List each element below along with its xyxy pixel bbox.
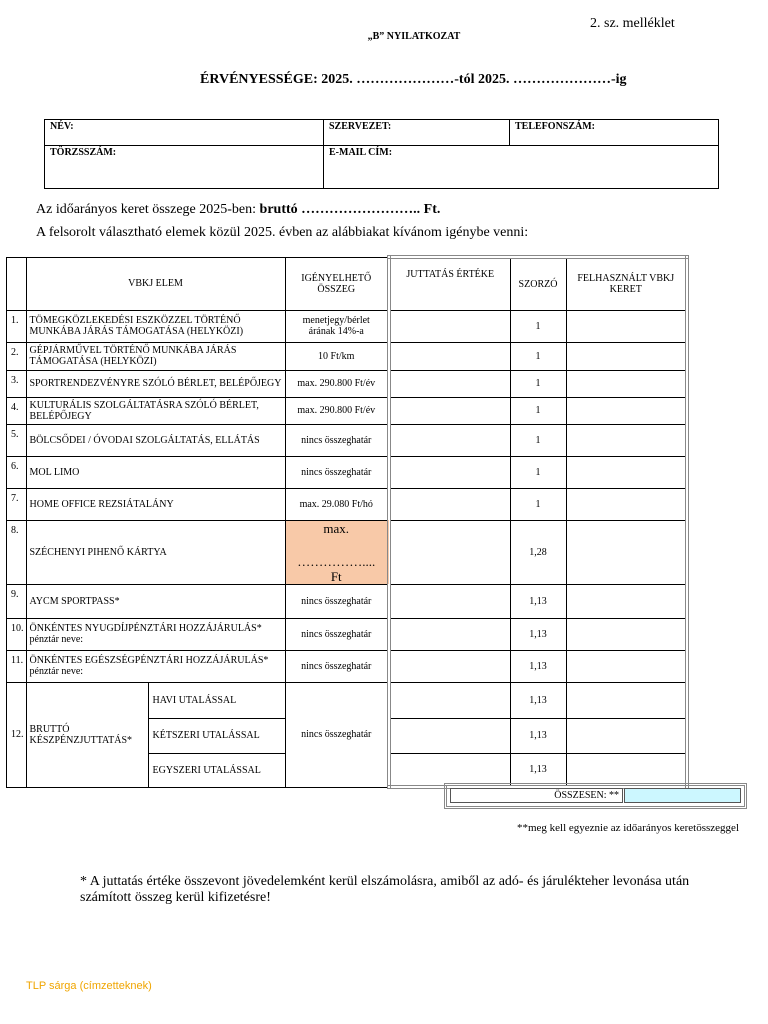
row-name-cell bbox=[26, 584, 285, 618]
row-amount: 10 Ft/km bbox=[285, 342, 389, 370]
value-cell[interactable] bbox=[389, 650, 510, 682]
row-amount: nincs összeghatár bbox=[285, 584, 389, 618]
used-budget-cell[interactable] bbox=[566, 424, 687, 456]
row-amount: nincs összeghatár bbox=[285, 682, 389, 787]
row-num: 4. bbox=[7, 397, 27, 424]
header-multiplier: SZORZÓ bbox=[510, 257, 566, 310]
multiplier-cell: 1 bbox=[510, 456, 566, 488]
name-label: NÉV: bbox=[50, 121, 74, 132]
value-cell[interactable] bbox=[389, 424, 510, 456]
document-title: „B” NYILATKOZAT bbox=[367, 31, 461, 42]
row-amount: nincs összeghatár bbox=[285, 424, 389, 456]
row-name: TÖMEGKÖZLEKEDÉSI ESZKÖZZEL TÖRTÉNŐ MUNKÁBA JÁRÁS TÁMOGATÁSA (HELYKÖZI) bbox=[29, 315, 244, 337]
row-num: 7. bbox=[7, 488, 27, 520]
phone-label: TELEFONSZÁM: bbox=[515, 121, 596, 132]
value-cell[interactable] bbox=[389, 397, 510, 424]
total-value-field[interactable] bbox=[624, 788, 741, 803]
table-row bbox=[7, 618, 688, 650]
row-num: 12. bbox=[7, 682, 27, 787]
used-budget-cell[interactable] bbox=[566, 682, 687, 718]
personal-data-table bbox=[44, 119, 719, 189]
staff-id-field[interactable] bbox=[45, 146, 324, 189]
header-num-cell bbox=[7, 257, 27, 310]
szep-amount-blank: …………….... bbox=[297, 553, 376, 569]
validity-period: ÉRVÉNYESSÉGE: 2025. …………………-tól 2025. …………………-ig bbox=[200, 72, 627, 87]
fund-name-label: pénztár neve: bbox=[29, 666, 84, 677]
row-name-cell bbox=[26, 310, 285, 342]
table-row bbox=[7, 370, 688, 397]
value-cell[interactable] bbox=[389, 753, 510, 787]
time-proportional-budget-line bbox=[36, 202, 440, 218]
used-budget-cell[interactable] bbox=[566, 618, 687, 650]
multiplier-cell: 1 bbox=[510, 397, 566, 424]
value-cell[interactable] bbox=[389, 584, 510, 618]
value-cell[interactable] bbox=[389, 488, 510, 520]
selection-intro-line: A felsorolt választható elemek közül 2025. évben az alábbiakat kívánom igénybe venni: bbox=[36, 225, 529, 240]
row-name-cell bbox=[26, 397, 285, 424]
multiplier-cell: 1,13 bbox=[510, 650, 566, 682]
tlp-classification: TLP sárga (címzetteknek) bbox=[26, 980, 152, 992]
row-num: 6. bbox=[7, 456, 27, 488]
footnote-asterisk: * A juttatás értéke összevont jövedelemként kerül elszámolásra, amiből az adó- és járulékteher levonása után számított összeg kerül kifizetésre! bbox=[80, 874, 690, 905]
value-cell[interactable] bbox=[389, 520, 510, 584]
row-amount: nincs összeghatár bbox=[285, 650, 389, 682]
value-cell[interactable] bbox=[389, 682, 510, 718]
table-header-row bbox=[7, 257, 688, 310]
table-row bbox=[7, 520, 688, 584]
used-budget-cell[interactable] bbox=[566, 310, 687, 342]
szep-max-label: max. bbox=[323, 520, 350, 536]
row-name: HOME OFFICE REZSIÁTALÁNY bbox=[29, 498, 174, 510]
multiplier-cell: 1,13 bbox=[510, 682, 566, 718]
total-box bbox=[444, 783, 747, 809]
header-element: VBKJ ELEM bbox=[26, 257, 285, 310]
multiplier-cell: 1,28 bbox=[510, 520, 566, 584]
row-name-cell bbox=[26, 488, 285, 520]
row-amount: menetjegy/bérlet árának 14%-a bbox=[285, 310, 389, 342]
row-name: MOL LIMO bbox=[29, 466, 80, 478]
budget-line-text: Az időarányos keret összege 2025-ben: bbox=[36, 202, 260, 217]
row-amount: max. 290.800 Ft/év bbox=[285, 397, 389, 424]
row-num: 5. bbox=[7, 424, 27, 456]
multiplier-cell: 1 bbox=[510, 488, 566, 520]
row-num: 8. bbox=[7, 520, 27, 584]
header-value: JUTTATÁS ÉRTÉKE bbox=[389, 257, 510, 310]
email-field[interactable] bbox=[324, 146, 719, 189]
value-cell[interactable] bbox=[389, 370, 510, 397]
multiplier-cell: 1 bbox=[510, 342, 566, 370]
table-row bbox=[7, 650, 688, 682]
organization-field[interactable] bbox=[324, 120, 510, 146]
row-name-cell bbox=[26, 370, 285, 397]
row-name: AYCM SPORTPASS* bbox=[29, 595, 120, 607]
row-name: SPORTRENDEZVÉNYRE SZÓLÓ BÉRLET, BELÉPŐJEGY bbox=[29, 378, 282, 389]
value-cell[interactable] bbox=[389, 456, 510, 488]
value-cell[interactable] bbox=[389, 618, 510, 650]
used-budget-cell[interactable] bbox=[566, 650, 687, 682]
multiplier-cell: 1,13 bbox=[510, 718, 566, 753]
sub-option-once[interactable]: EGYSZERI UTALÁSSAL bbox=[148, 753, 285, 787]
header-amount: IGÉNYELHETŐ ÖSSZEG bbox=[285, 257, 389, 310]
row-name-cell bbox=[26, 650, 285, 682]
table-row bbox=[7, 424, 688, 456]
used-budget-cell[interactable] bbox=[566, 342, 687, 370]
benefits-table bbox=[6, 255, 689, 789]
table-row bbox=[7, 397, 688, 424]
row-num: 11. bbox=[7, 650, 27, 682]
email-label: E-MAIL CÍM: bbox=[329, 147, 393, 158]
used-budget-cell[interactable] bbox=[566, 456, 687, 488]
row-num: 1. bbox=[7, 310, 27, 342]
row-name-cell bbox=[26, 456, 285, 488]
total-label: ÖSSZESEN: ** bbox=[450, 788, 623, 803]
multiplier-cell: 1,13 bbox=[510, 618, 566, 650]
value-cell[interactable] bbox=[389, 342, 510, 370]
used-budget-cell[interactable] bbox=[566, 488, 687, 520]
value-cell[interactable] bbox=[389, 310, 510, 342]
row-name-cell bbox=[26, 342, 285, 370]
multiplier-cell: 1,13 bbox=[510, 584, 566, 618]
row-name: GÉPJÁRMŰVEL TÖRTÉNŐ MUNKÁBA JÁRÁS TÁMOGATÁSA (HELYKÖZI) bbox=[29, 345, 237, 367]
table-row bbox=[7, 310, 688, 342]
used-budget-cell[interactable] bbox=[566, 753, 687, 787]
table-row bbox=[7, 682, 688, 718]
row-name: ÖNKÉNTES EGÉSZSÉGPÉNZTÁRI HOZZÁJÁRULÁS* bbox=[29, 655, 269, 666]
row-name-cell bbox=[26, 520, 285, 584]
table-row bbox=[7, 456, 688, 488]
row-num: 2. bbox=[7, 342, 27, 370]
used-budget-cell[interactable] bbox=[566, 397, 687, 424]
szep-currency-label: Ft bbox=[330, 568, 342, 584]
footnote-double-asterisk: **meg kell egyeznie az időarányos keretösszeggel bbox=[516, 822, 739, 834]
row-name-cell bbox=[26, 424, 285, 456]
multiplier-cell: 1 bbox=[510, 310, 566, 342]
used-budget-cell[interactable] bbox=[566, 520, 687, 584]
organization-label: SZERVEZET: bbox=[329, 121, 392, 132]
row-amount: nincs összeghatár bbox=[285, 618, 389, 650]
table-row bbox=[7, 488, 688, 520]
phone-field[interactable] bbox=[510, 120, 719, 146]
staff-id-label: TÖRZSSZÁM: bbox=[50, 147, 117, 158]
table-row bbox=[7, 342, 688, 370]
fund-name-label: pénztár neve: bbox=[29, 634, 84, 645]
row-name: ÖNKÉNTES NYUGDÍJPÉNZTÁRI HOZZÁJÁRULÁS* bbox=[29, 623, 262, 634]
row-amount: max. 29.080 Ft/hó bbox=[285, 488, 389, 520]
value-cell[interactable] bbox=[389, 718, 510, 753]
used-budget-cell[interactable] bbox=[566, 370, 687, 397]
budget-line-amount[interactable]: bruttó …………………….. Ft. bbox=[259, 202, 441, 217]
row-num: 9. bbox=[7, 584, 27, 618]
table-row bbox=[7, 584, 688, 618]
sub-option-monthly[interactable]: HAVI UTALÁSSAL bbox=[148, 682, 285, 718]
row-name-cell bbox=[26, 618, 285, 650]
annex-label: 2. sz. melléklet bbox=[590, 16, 675, 31]
row-name: BRUTTÓ KÉSZPÉNZJUTTATÁS* bbox=[26, 682, 148, 787]
used-budget-cell[interactable] bbox=[566, 718, 687, 753]
used-budget-cell[interactable] bbox=[566, 584, 687, 618]
row-num: 3. bbox=[7, 370, 27, 397]
row-num: 10. bbox=[7, 618, 27, 650]
multiplier-cell: 1 bbox=[510, 370, 566, 397]
row-name: KULTURÁLIS SZOLGÁLTATÁSRA SZÓLÓ BÉRLET, BELÉPŐJEGY bbox=[29, 399, 259, 422]
multiplier-cell: 1 bbox=[510, 424, 566, 456]
row-amount: nincs összeghatár bbox=[285, 456, 389, 488]
sub-option-twice[interactable]: KÉTSZERI UTALÁSSAL bbox=[148, 718, 285, 753]
row-amount: max. 290.800 Ft/év bbox=[285, 370, 389, 397]
header-used: FELHASZNÁLT VBKJ KERET bbox=[566, 257, 687, 310]
name-field[interactable] bbox=[45, 120, 324, 146]
multiplier-cell: 1,13 bbox=[510, 753, 566, 787]
szep-amount-field[interactable] bbox=[285, 520, 389, 584]
row-name: BÖLCSŐDEI / ÓVODAI SZOLGÁLTATÁS, ELLÁTÁS bbox=[29, 434, 260, 446]
row-name: SZÉCHENYI PIHENŐ KÁRTYA bbox=[29, 546, 167, 558]
